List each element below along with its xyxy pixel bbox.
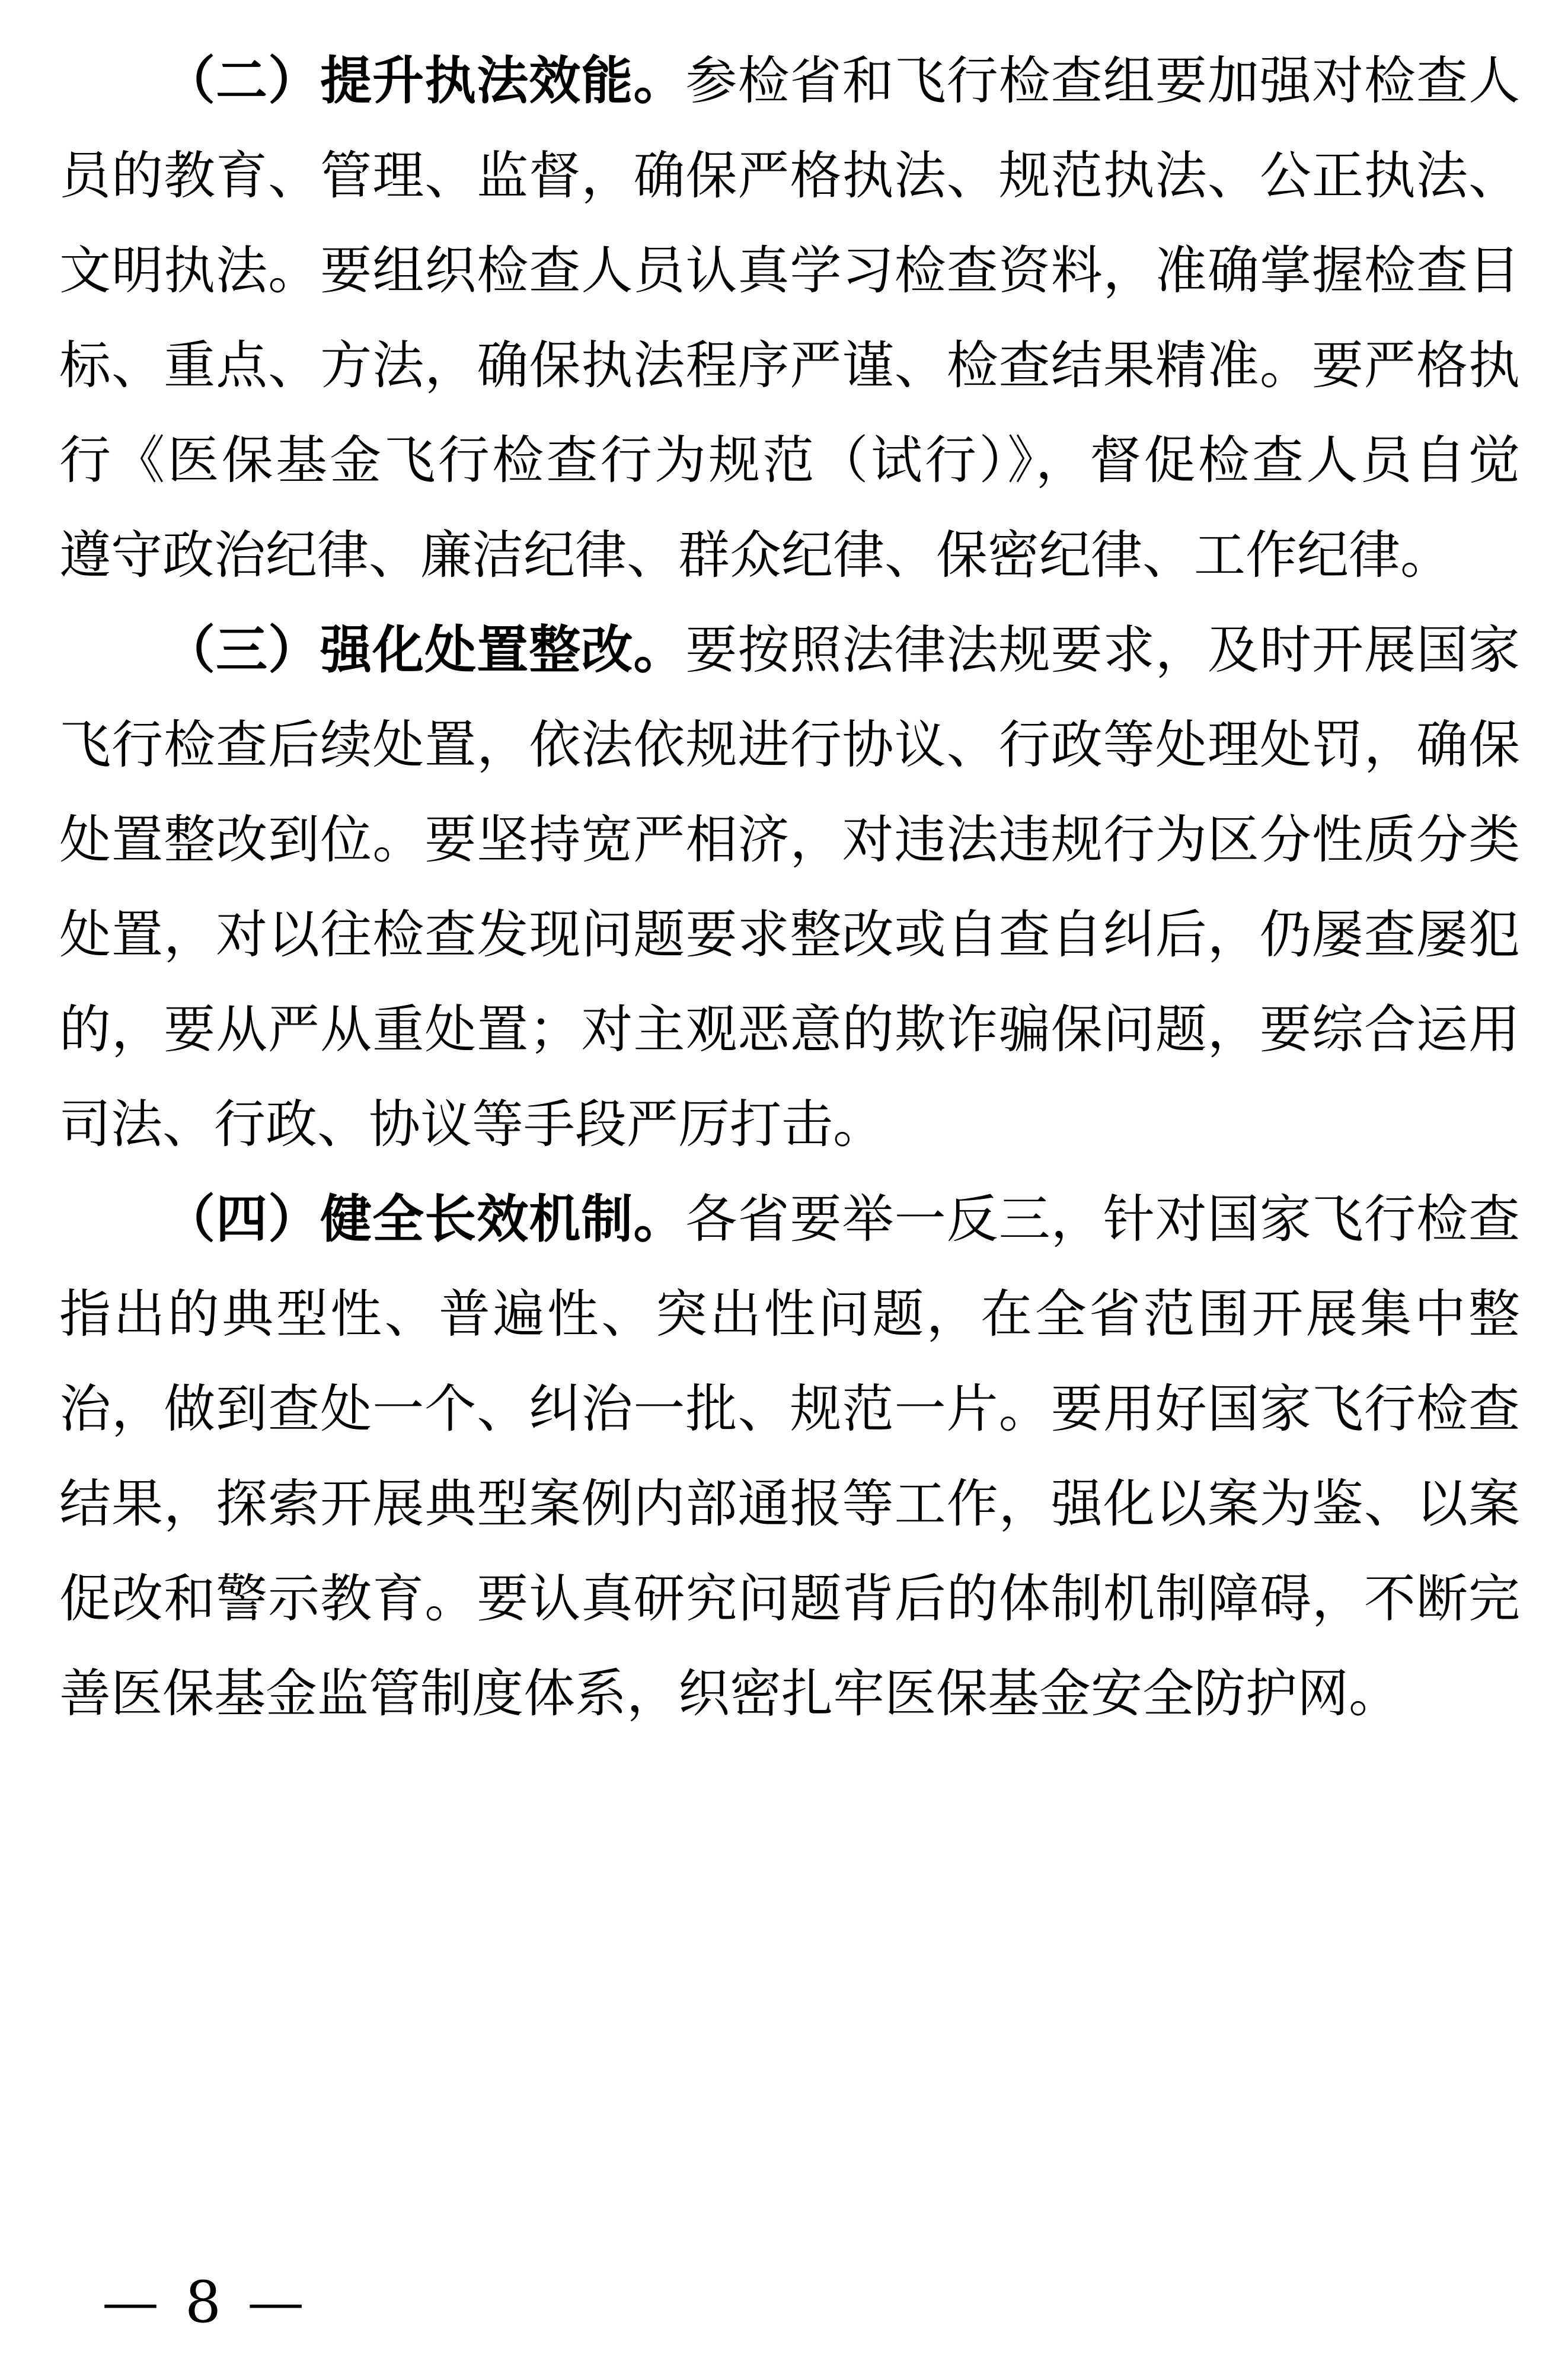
body-text: 处置整改到位。要坚持宽严相济，对违法违规行为区分性质分类 [59,809,1520,870]
body-text: 促改和警示教育。要认真研究问题背后的体制机制障碍，不断完 [59,1568,1520,1629]
text-line [59,1266,1520,1361]
body-text: 飞行检查后续处置，依法依规进行协议、行政等处理处罚，确保 [59,714,1520,775]
body-text: 治，做到查处一个、纠治一批、规范一片。要用好国家飞行检查 [59,1379,1520,1439]
text-line [59,128,1520,223]
paragraph-section-4 [59,1172,1520,1741]
body-text: 遵守政治纪律、廉洁纪律、群众纪律、保密纪律、工作纪律。 [59,525,1452,585]
text-line [59,792,1520,887]
body-text: 文明执法。要组织检查人员认真学习检查资料，准确掌握检查目 [59,240,1520,301]
page-number: 8 [185,2269,222,2336]
body-text: 标、重点、方法，确保执法程序严谨、检查结果精准。要严格执 [59,335,1520,395]
body-text: 各省要举一反三，针对国家飞行检查 [685,1189,1521,1249]
text-line [59,1456,1520,1551]
body-text: 参检省和飞行检查组要加强对检查人 [685,50,1521,111]
paragraph-section-2 [59,33,1520,602]
body-text: 指出的典型性、普遍性、突出性问题，在全省范围开展集中整 [59,1284,1520,1344]
text-line [59,1077,1520,1172]
text-line [59,413,1520,508]
section-heading: （四）健全长效机制。 [164,1188,686,1249]
body-text: 的，要从严从重处置；对主观恶意的欺诈骗保问题，要综合运用 [59,999,1520,1060]
body-text: 行《医保基金飞行检查行为规范（试行）》，督促检查人员自觉 [59,430,1520,490]
page-number-dash-right: — [247,2272,305,2333]
paragraph-section-3 [59,602,1520,1172]
text-line [59,223,1520,318]
text-line [59,982,1520,1077]
text-line [59,1551,1520,1646]
text-line [59,1361,1520,1456]
text-line [59,887,1520,982]
text-line [59,508,1520,602]
text-line [59,1646,1520,1741]
body-text: 要按照法律法规要求，及时开展国家 [685,620,1521,680]
body-text: 处置，对以往检查发现问题要求整改或自查自纠后，仍屡查屡犯 [59,904,1520,965]
section-heading: （二）提升执法效能。 [164,50,686,111]
document-body [59,33,1520,1741]
text-line [59,697,1520,792]
text-line [59,33,1520,128]
text-line [59,602,1520,697]
body-text: 员的教育、管理、监督，确保严格执法、规范执法、公正执法、 [59,145,1520,206]
body-text: 司法、行政、协议等手段严厉打击。 [59,1094,884,1154]
section-heading: （三）强化处置整改。 [164,619,686,680]
body-text: 善医保基金监管制度体系，织密扎牢医保基金安全防护网。 [59,1663,1400,1724]
text-line [59,318,1520,413]
text-line [59,1172,1520,1266]
body-text: 结果，探索开展典型案例内部通报等工作，强化以案为鉴、以案 [59,1473,1520,1534]
page-footer [102,2270,304,2335]
page-number-dash-left: — [102,2272,159,2333]
